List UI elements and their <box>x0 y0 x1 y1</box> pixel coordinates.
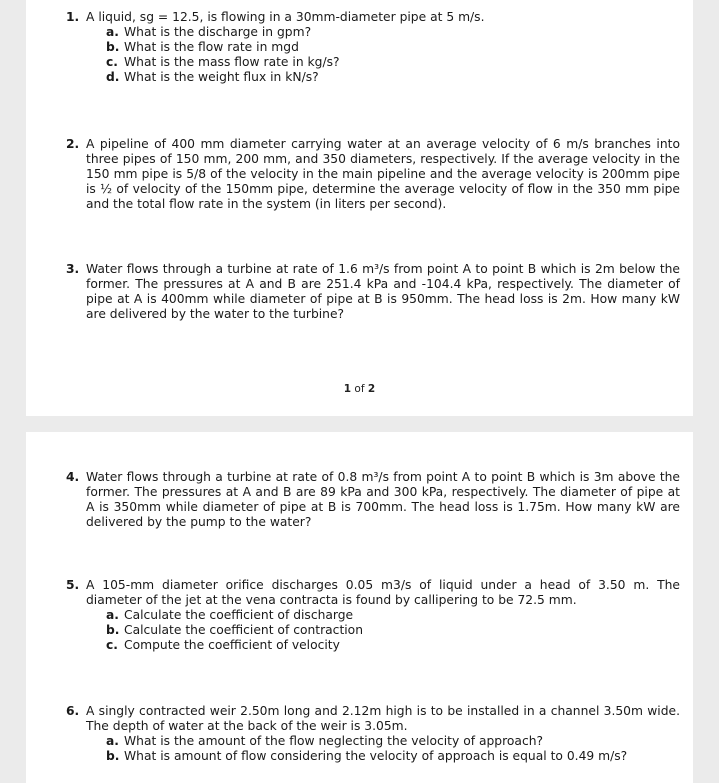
sub-question-text: What is the weight flux in kN/s? <box>124 70 319 84</box>
problem-number: 4. <box>66 470 80 484</box>
problem-1 <box>66 10 680 85</box>
problem-number: 5. <box>66 578 80 592</box>
sub-question <box>106 638 680 653</box>
problem-text: A pipeline of 400 mm diameter carrying water at an average velocity of 6 m/s branches into three pipes of 150 mm, 200 mm, and 350 diameters, respectively. If the average velocity in the 150 mm pipe is 5/8 of the velocity in the main pipeline and the average velocity is 200mm pipe is ½ of velocity of the 150mm pipe, determine the average velocity of flow in the 350 mm pipe and the total flow rate in the system (in liters per second). <box>86 137 680 211</box>
problem-4 <box>66 470 680 530</box>
sub-question <box>106 608 680 623</box>
sub-question-text: What is the flow rate in mgd <box>124 40 299 54</box>
problem-text: A 105-mm diameter orifice discharges 0.05 m3/s of liquid under a head of 3.50 m. The diameter of the jet at the vena contracta is found by callipering to be 72.5 mm. <box>86 578 680 607</box>
problem-number: 2. <box>66 137 80 151</box>
problem-number: 1. <box>66 10 80 24</box>
document-page-2 <box>26 432 693 783</box>
problem-3 <box>66 262 680 322</box>
problem-text: Water flows through a turbine at rate of 1.6 m³/s from point A to point B which is 2m below the former. The pressures at A and B are 251.4 kPa and -104.4 kPa, respectively. The diameter of pipe at A is 400mm while diameter of pipe at B is 950mm. The head loss is 2m. How many kW are delivered by the water to the turbine? <box>86 262 680 321</box>
page-number-current: 1 <box>343 383 352 395</box>
sub-question <box>106 623 680 638</box>
problem-text: A singly contracted weir 2.50m long and 2.12m high is to be installed in a channel 3.50m wide. The depth of water at the back of the weir is 3.05m. <box>86 704 680 733</box>
sub-question <box>106 70 680 85</box>
problem-6 <box>66 704 680 764</box>
sub-question-list <box>106 608 680 653</box>
sub-question-letter: c. <box>106 638 118 652</box>
sub-question-letter: b. <box>106 623 120 637</box>
sub-question-text: Calculate the coefficient of discharge <box>124 608 354 622</box>
sub-question-list <box>106 734 680 764</box>
problem-2 <box>66 137 680 212</box>
document-page-1 <box>26 0 693 416</box>
sub-question-letter: a. <box>106 608 119 622</box>
page-number <box>26 383 693 395</box>
sub-question-letter: c. <box>106 55 118 69</box>
page-number-separator: of <box>351 383 368 395</box>
sub-question-list <box>106 25 680 85</box>
sub-question <box>106 25 680 40</box>
sub-question-letter: b. <box>106 749 120 763</box>
page-number-total: 2 <box>367 383 376 395</box>
sub-question-text: What is the mass flow rate in kg/s? <box>124 55 340 69</box>
problem-number: 3. <box>66 262 80 276</box>
sub-question-letter: a. <box>106 734 119 748</box>
sub-question-text: What is the discharge in gpm? <box>124 25 312 39</box>
sub-question-letter: d. <box>106 70 120 84</box>
sub-question <box>106 55 680 70</box>
sub-question-text: Compute the coefficient of velocity <box>124 638 340 652</box>
sub-question-letter: a. <box>106 25 119 39</box>
sub-question-letter: b. <box>106 40 120 54</box>
problem-text: A liquid, sg = 12.5, is flowing in a 30mm-diameter pipe at 5 m/s. <box>86 10 485 24</box>
sub-question-text: What is the amount of the flow neglecting the velocity of approach? <box>124 734 544 748</box>
problem-number: 6. <box>66 704 80 718</box>
sub-question <box>106 734 680 749</box>
sub-question-text: What is amount of flow considering the velocity of approach is equal to 0.49 m/s? <box>124 749 628 763</box>
problem-5 <box>66 578 680 653</box>
sub-question <box>106 40 680 55</box>
sub-question <box>106 749 680 764</box>
problem-text: Water flows through a turbine at rate of 0.8 m³/s from point A to point B which is 3m above the former. The pressures at A and B are 89 kPa and 300 kPa, respectively. The diameter of pipe at A is 350mm while diameter of pipe at B is 700mm. The head loss is 1.75m. How many kW are delivered by the pump to the water? <box>86 470 680 529</box>
sub-question-text: Calculate the coefficient of contraction <box>124 623 364 637</box>
